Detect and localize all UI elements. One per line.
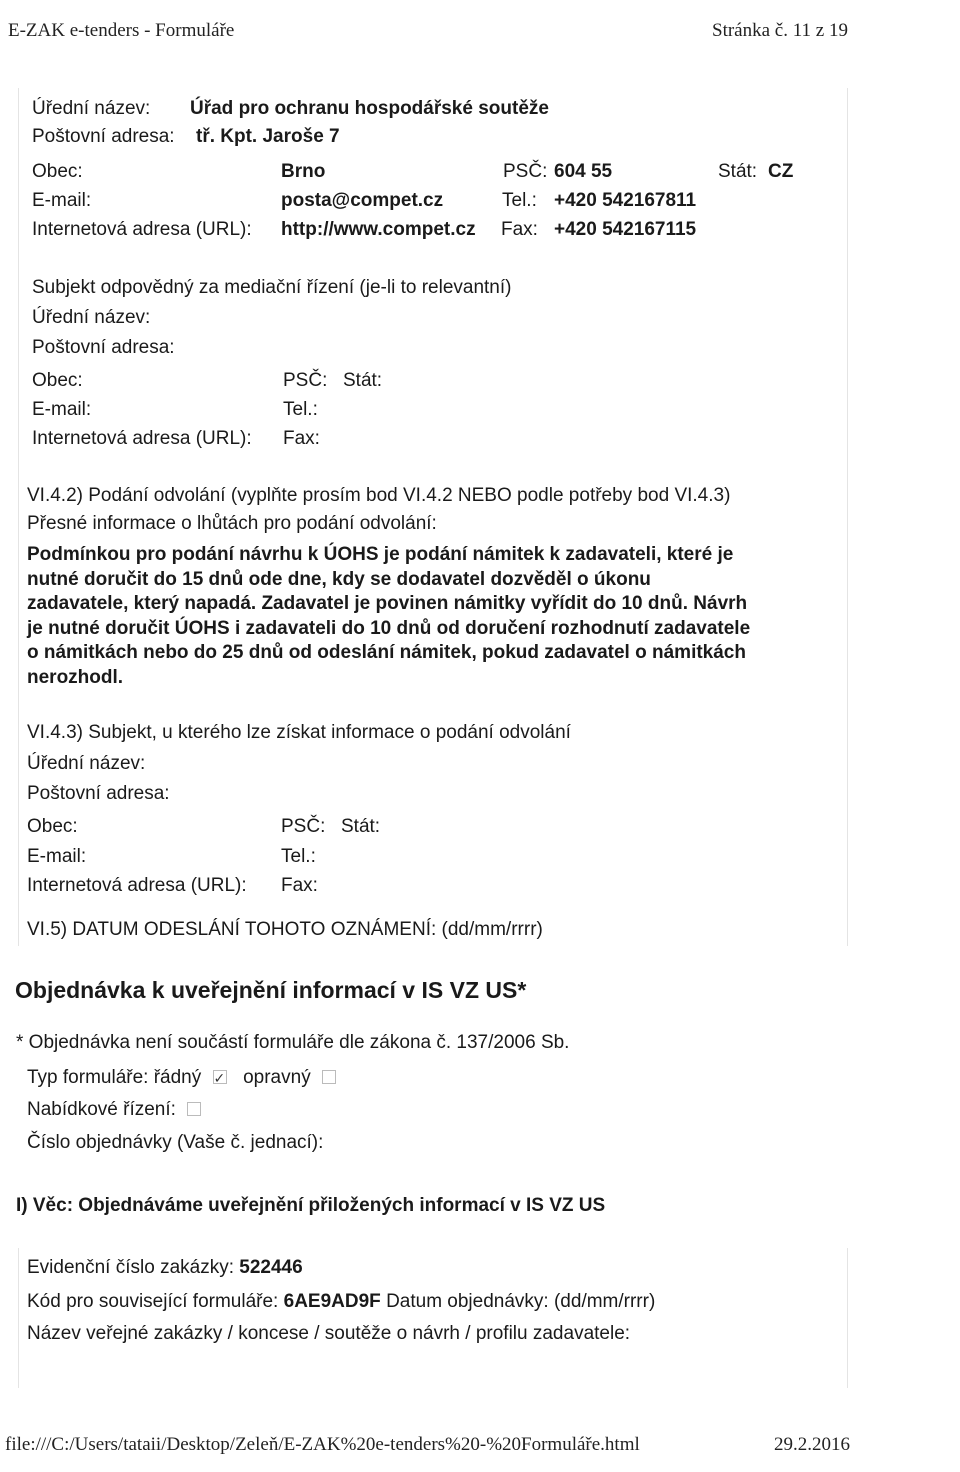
form-type-regular-checkbox[interactable] <box>213 1070 227 1084</box>
appeal-line: nerozhodl. <box>27 666 124 688</box>
org-name-label: Úřední název: <box>32 98 151 119</box>
org-fax-label: Fax: <box>501 219 538 240</box>
info-subject-title: VI.4.3) Subjekt, u kterého lze získat informace o podání odvolání <box>27 722 571 743</box>
info-subject-address-label: Poštovní adresa: <box>27 783 170 804</box>
date-sent-label: VI.5) DATUM ODESLÁNÍ TOHOTO OZNÁMENÍ: (dd/mm/rrrr) <box>27 919 543 940</box>
org-tel-label: Tel.: <box>502 190 537 211</box>
appeal-line: zadavatele, který napadá. Zadavatel je povinen námitky vyřídit do 10 dnů. Návrh <box>27 593 748 615</box>
form-type-label: Typ formuláře: <box>27 1067 149 1088</box>
form-type-row <box>27 1066 336 1090</box>
page-number: Stránka č. 11 z 19 <box>712 20 848 41</box>
info-subject-name-label: Úřední název: <box>27 753 146 774</box>
code-value: 6AE9AD9F <box>283 1291 381 1312</box>
org-psc-label: PSČ: <box>503 161 548 182</box>
appeal-deadline-text <box>27 543 832 691</box>
order-heading: Objednávka k uveřejnění informací v IS VZ US* <box>15 977 527 1003</box>
order-number-label: Číslo objednávky (Vaše č. jednací): <box>27 1132 324 1153</box>
tender-checkbox[interactable] <box>187 1102 201 1116</box>
org-name: Úřad pro ochranu hospodářské soutěže <box>190 98 549 119</box>
mediation-city-label: Obec: <box>32 370 83 391</box>
org-tel: +420 542167811 <box>554 190 697 211</box>
org-email-label: E-mail: <box>32 190 92 211</box>
appeal-line: Podmínkou pro podání návrhu k ÚOHS je podání námitek k zadavateli, které je <box>27 544 734 565</box>
info-subject-fax-label: Fax: <box>281 875 318 896</box>
evid-row <box>27 1256 303 1280</box>
appeal-line: nutné doručit do 15 dnů ode dne, kdy se dodavatel dozvěděl o úkonu <box>27 568 651 590</box>
appeal-title: VI.4.2) Podání odvolání (vyplňte prosím bod VI.4.2 NEBO podle potřeby bod VI.4.3) <box>27 485 731 506</box>
appeal-subtitle: Přesné informace o lhůtách pro podání odvolání: <box>27 513 437 534</box>
mediation-tel-label: Tel.: <box>283 399 318 420</box>
info-subject-url-label: Internetová adresa (URL): <box>27 875 247 896</box>
org-url: http://www.compet.cz <box>281 219 476 240</box>
mediation-psc-label: PSČ: <box>283 370 328 391</box>
mediation-title: Subjekt odpovědný za mediační řízení (je-li to relevantní) <box>32 277 512 298</box>
form-type-regular-label: řádný <box>153 1067 202 1088</box>
org-fax: +420 542167115 <box>554 219 697 240</box>
code-row <box>27 1290 655 1314</box>
mediation-address-label: Poštovní adresa: <box>32 337 175 358</box>
info-subject-city-label: Obec: <box>27 816 78 837</box>
org-psc: 604 55 <box>554 161 613 182</box>
mediation-name-label: Úřední název: <box>32 307 151 328</box>
info-subject-email-label: E-mail: <box>27 846 87 867</box>
org-city-label: Obec: <box>32 161 83 182</box>
appeal-line: o námitkách nebo do 25 dnů od odeslání námitek, pokud zadavatel o námitkách <box>27 642 746 664</box>
mediation-email-label: E-mail: <box>32 399 92 420</box>
page-footer-date: 29.2.2016 <box>774 1434 850 1455</box>
tender-row <box>27 1098 201 1122</box>
org-address: tř. Kpt. Jaroše 7 <box>196 126 340 147</box>
mediation-fax-label: Fax: <box>283 428 320 449</box>
contract-name-label: Název veřejné zakázky / koncese / soutěže o návrh / profilu zadavatele: <box>27 1323 631 1344</box>
info-subject-country-label: Stát: <box>341 816 381 837</box>
org-email: posta@compet.cz <box>281 190 444 211</box>
org-address-label: Poštovní adresa: <box>32 126 175 147</box>
org-url-label: Internetová adresa (URL): <box>32 219 252 240</box>
order-note: * Objednávka není součástí formuláře dle zákona č. 137/2006 Sb. <box>16 1032 570 1053</box>
order-date-label: Datum objednávky: (dd/mm/rrrr) <box>386 1291 656 1312</box>
info-subject-tel-label: Tel.: <box>281 846 316 867</box>
page-header-title: E-ZAK e-tenders - Formuláře <box>8 20 235 41</box>
form-type-corrective-label: opravný <box>243 1067 311 1088</box>
subject-heading: I) Věc: Objednáváme uveřejnění přiložených informací v IS VZ US <box>16 1195 606 1216</box>
mediation-country-label: Stát: <box>343 370 383 391</box>
form-type-corrective-checkbox[interactable] <box>322 1070 336 1084</box>
org-country-label: Stát: <box>718 161 758 182</box>
tender-label: Nabídkové řízení: <box>27 1099 176 1120</box>
evid-value: 522446 <box>239 1257 303 1278</box>
mediation-url-label: Internetová adresa (URL): <box>32 428 252 449</box>
code-label: Kód pro související formuláře: <box>27 1291 279 1312</box>
page-footer-path: file:///C:/Users/tataii/Desktop/Zeleň/E-ZAK%20e-tenders%20-%20Formuláře.html <box>5 1434 640 1455</box>
org-city: Brno <box>281 161 326 182</box>
info-subject-psc-label: PSČ: <box>281 816 326 837</box>
appeal-line: je nutné doručit ÚOHS i zadavateli do 10 dnů od doručení rozhodnutí zadavatele <box>27 617 751 639</box>
org-country: CZ <box>768 161 794 182</box>
evid-label: Evidenční číslo zakázky: <box>27 1257 234 1278</box>
